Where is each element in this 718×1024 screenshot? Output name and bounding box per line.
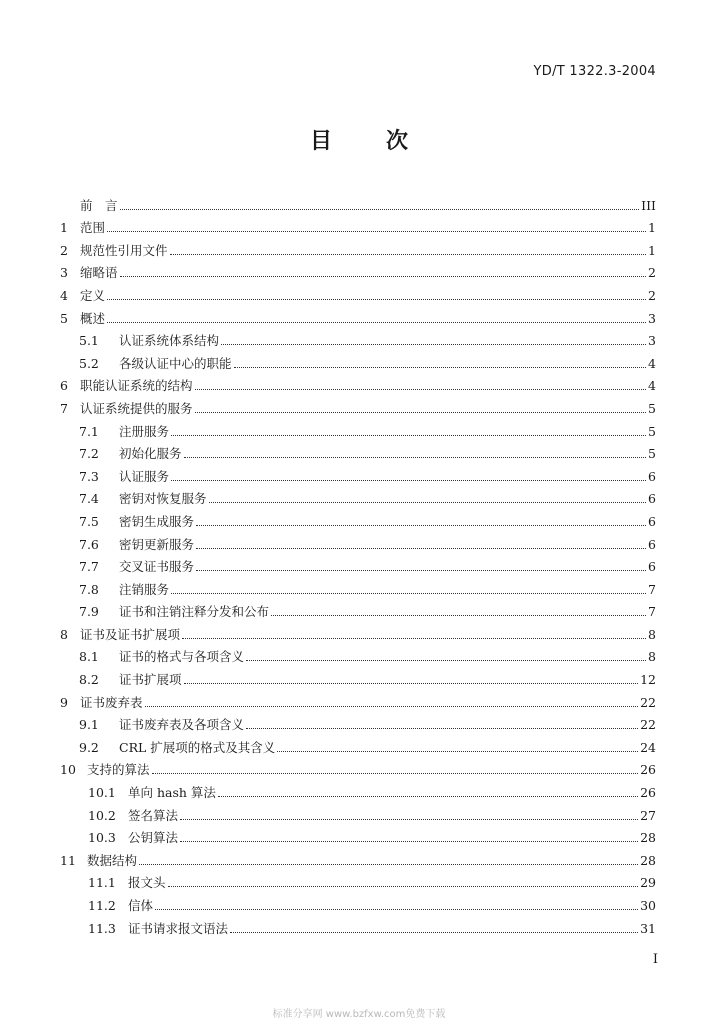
toc-entry-page: 6 (648, 513, 656, 529)
toc-entry-page: 22 (640, 694, 656, 710)
toc-entry[interactable] (60, 348, 656, 371)
toc-entry-label: CRL 扩展项的格式及其含义 (119, 739, 276, 755)
toc-leader-dots (171, 435, 646, 436)
toc-leader-dots (195, 412, 647, 413)
toc-entry[interactable] (60, 777, 656, 800)
toc-entry-page: III (641, 197, 656, 213)
toc-entry-label: 数据结构 (87, 852, 138, 868)
toc-leader-dots (234, 367, 647, 368)
toc-leader-dots (196, 548, 646, 549)
toc-entry-page: 31 (640, 920, 656, 936)
toc-entry-label: 证书废弃表及各项含义 (119, 717, 245, 733)
table-of-contents (60, 190, 656, 936)
toc-entry[interactable] (60, 280, 656, 303)
toc-entry[interactable] (60, 574, 656, 597)
toc-entry-page: 26 (640, 762, 656, 778)
toc-entry-number: 1 (60, 220, 68, 236)
toc-entry-label: 签名算法 (128, 807, 179, 823)
toc-entry-label: 单向 hash 算法 (128, 785, 216, 801)
toc-entry-label: 前 言 (80, 197, 118, 213)
toc-entry[interactable] (60, 800, 656, 823)
toc-entry-number: 5.1 (79, 333, 99, 349)
toc-entry-label: 概述 (80, 310, 106, 326)
toc-entry-number: 7.5 (79, 513, 99, 529)
toc-entry-page: 4 (648, 378, 656, 394)
toc-entry-page: 30 (640, 898, 656, 913)
toc-entry-label: 缩略语 (80, 265, 118, 281)
title-char-2: 次 (386, 129, 409, 154)
toc-leader-dots (107, 322, 646, 323)
watermark: 标准分享网 www.bzfxw.com免费下载 (272, 1009, 446, 1020)
toc-entry[interactable] (60, 235, 656, 258)
toc-entry-number: 7.2 (79, 446, 99, 462)
toc-entry-label: 认证服务 (119, 468, 170, 484)
toc-leader-dots (152, 773, 639, 774)
toc-leader-dots (196, 525, 646, 526)
toc-leader-dots (246, 660, 646, 661)
toc-entry-label: 支持的算法 (87, 762, 150, 778)
toc-entry-number: 4 (60, 287, 68, 303)
toc-entry-label: 公钥算法 (128, 830, 179, 846)
toc-leader-dots (171, 480, 646, 481)
toc-entry-label: 交叉证书服务 (119, 559, 195, 575)
toc-entry-number: 7 (60, 400, 68, 416)
toc-entry-label: 范围 (80, 220, 106, 236)
toc-entry-page: 5 (648, 423, 656, 439)
toc-entry[interactable] (60, 597, 656, 620)
toc-entry-number: 5 (60, 310, 68, 326)
toc-entry-page: 28 (640, 852, 656, 868)
toc-entry-number: 10.2 (88, 807, 116, 823)
toc-entry-label: 密钥对恢复服务 (119, 491, 207, 507)
toc-entry-page: 27 (640, 807, 656, 823)
toc-entry-page: 28 (640, 830, 656, 846)
toc-entry-page: 1 (648, 242, 656, 258)
toc-entry-number: 7.7 (79, 559, 99, 575)
toc-leader-dots (195, 389, 647, 390)
toc-entry[interactable] (60, 845, 656, 868)
toc-entry-number: 7.9 (79, 604, 99, 620)
toc-entry-page: 12 (640, 672, 656, 688)
toc-entry-label: 注销服务 (119, 581, 170, 597)
toc-entry-label: 认证系统体系结构 (119, 333, 220, 349)
toc-entry-number: 7.1 (79, 423, 99, 439)
toc-entry-label: 证书请求报文语法 (128, 920, 229, 936)
toc-entry-number: 6 (60, 378, 68, 394)
toc-entry[interactable] (60, 213, 656, 236)
toc-entry[interactable] (60, 890, 656, 913)
toc-entry[interactable] (60, 416, 656, 439)
toc-entry[interactable] (60, 529, 656, 552)
toc-leader-dots (271, 615, 646, 616)
toc-leader-dots (277, 751, 638, 752)
toc-entry-page: 26 (640, 785, 656, 801)
toc-entry-number: 8 (60, 626, 68, 642)
toc-leader-dots (209, 502, 647, 503)
toc-entry-label: 规范性引用文件 (80, 242, 168, 258)
toc-entry-number: 11.3 (88, 920, 116, 936)
toc-leader-dots (120, 276, 647, 277)
toc-entry[interactable] (60, 484, 656, 507)
toc-leader-dots (120, 209, 640, 210)
toc-leader-dots (107, 231, 646, 232)
page-number: I (652, 952, 658, 967)
toc-leader-dots (180, 841, 638, 842)
toc-entry-page: 6 (648, 468, 656, 484)
toc-entry-page: 6 (648, 559, 656, 575)
toc-entry[interactable] (60, 710, 656, 733)
toc-entry-page: 5 (648, 446, 656, 462)
toc-leader-dots (182, 638, 646, 639)
toc-entry-label: 密钥生成服务 (119, 513, 195, 529)
toc-entry-label: 定义 (80, 287, 106, 303)
toc-entry-number: 10.1 (88, 785, 116, 801)
toc-leader-dots (246, 728, 638, 729)
standard-code: YD/T 1322.3-2004 (533, 64, 656, 79)
toc-entry-number: 9.2 (79, 739, 99, 755)
toc-entry[interactable] (60, 913, 656, 936)
toc-entry[interactable] (60, 461, 656, 484)
toc-entry-number: 9 (60, 694, 68, 710)
toc-entry-page: 22 (640, 717, 656, 733)
toc-entry[interactable] (60, 552, 656, 575)
toc-entry[interactable] (60, 755, 656, 778)
toc-entry-label: 信体 (128, 898, 154, 913)
toc-entry-label: 各级认证中心的职能 (119, 355, 232, 371)
toc-entry-number: 7.4 (79, 491, 99, 507)
toc-entry[interactable] (60, 393, 656, 416)
toc-leader-dots (145, 706, 639, 707)
toc-entry[interactable] (60, 326, 656, 349)
toc-entry[interactable] (60, 190, 656, 213)
toc-leader-dots (168, 886, 639, 887)
toc-entry[interactable] (60, 732, 656, 755)
toc-entry-page: 8 (648, 649, 656, 665)
title-char-1: 目 (309, 129, 332, 154)
toc-entry-page: 7 (648, 604, 656, 620)
toc-entry-page: 6 (648, 536, 656, 552)
toc-entry-page: 3 (648, 310, 656, 326)
toc-leader-dots (155, 909, 638, 910)
toc-entry-label: 密钥更新服务 (119, 536, 195, 552)
toc-entry-page: 7 (648, 581, 656, 597)
toc-entry-label: 注册服务 (119, 423, 170, 439)
toc-entry-page: 2 (648, 265, 656, 281)
toc-entry-number: 10.3 (88, 830, 116, 846)
page-title (0, 124, 718, 155)
toc-leader-dots (107, 299, 646, 300)
toc-entry-page: 5 (648, 400, 656, 416)
toc-entry-number: 7.8 (79, 581, 99, 597)
toc-entry-page: 8 (648, 626, 656, 642)
toc-entry-page: 3 (648, 333, 656, 349)
toc-entry[interactable] (60, 868, 656, 891)
toc-entry-number: 3 (60, 265, 68, 281)
toc-entry-page: 6 (648, 491, 656, 507)
toc-entry-page: 29 (640, 875, 656, 891)
toc-entry-number: 9.1 (79, 717, 99, 733)
toc-leader-dots (218, 796, 638, 797)
toc-entry-number: 8.2 (79, 672, 99, 688)
toc-entry-label: 证书及证书扩展项 (80, 626, 181, 642)
toc-entry-label: 报文头 (128, 875, 166, 891)
toc-entry-label: 证书和注销注释分发和公布 (119, 604, 270, 620)
toc-leader-dots (184, 457, 647, 458)
toc-entry[interactable] (60, 687, 656, 710)
toc-entry[interactable] (60, 506, 656, 529)
toc-entry-label: 职能认证系统的结构 (80, 378, 193, 394)
toc-entry-page: 4 (648, 355, 656, 371)
toc-entry-number: 2 (60, 242, 68, 258)
toc-entry-number: 11 (60, 852, 76, 868)
toc-entry[interactable] (60, 619, 656, 642)
toc-entry-number: 5.2 (79, 355, 99, 371)
toc-entry-page: 24 (640, 739, 656, 755)
toc-entry-number: 7.6 (79, 536, 99, 552)
toc-entry-label: 初始化服务 (119, 446, 182, 462)
toc-entry[interactable] (60, 303, 656, 326)
toc-leader-dots (139, 864, 638, 865)
toc-leader-dots (170, 254, 647, 255)
toc-entry-number: 11.2 (88, 898, 116, 913)
toc-leader-dots (196, 570, 646, 571)
toc-entry-label: 认证系统提供的服务 (80, 400, 193, 416)
toc-entry-number: 8.1 (79, 649, 99, 665)
toc-leader-dots (184, 683, 639, 684)
toc-entry[interactable] (60, 664, 656, 687)
toc-entry-label: 证书的格式与各项含义 (119, 649, 245, 665)
toc-leader-dots (221, 344, 646, 345)
toc-leader-dots (180, 819, 638, 820)
toc-leader-dots (230, 932, 638, 933)
toc-entry-label: 证书扩展项 (119, 672, 182, 688)
toc-entry[interactable] (60, 823, 656, 846)
toc-entry-number: 7.3 (79, 468, 99, 484)
toc-entry[interactable] (60, 642, 656, 665)
toc-entry-number: 11.1 (88, 875, 116, 891)
toc-entry[interactable] (60, 439, 656, 462)
toc-entry[interactable] (60, 371, 656, 394)
toc-leader-dots (171, 593, 646, 594)
toc-entry-page: 1 (648, 220, 656, 236)
toc-entry-page: 2 (648, 287, 656, 303)
toc-entry[interactable] (60, 258, 656, 281)
toc-entry-number: 10 (60, 762, 76, 778)
toc-entry-label: 证书废弃表 (80, 694, 143, 710)
